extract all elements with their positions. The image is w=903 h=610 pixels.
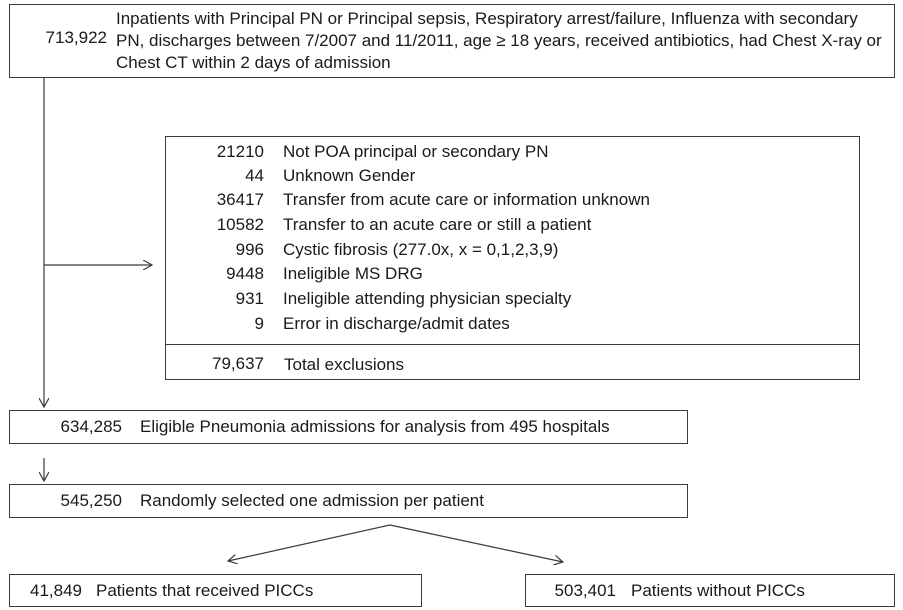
selected-admissions-count: 545,250	[60, 491, 122, 510]
picc-patients-count: 41,849	[30, 581, 82, 600]
eligible-admissions-count: 634,285	[60, 417, 122, 436]
exclusion-label: Error in discharge/admit dates	[283, 314, 510, 333]
exclusion-count: 44	[245, 166, 264, 185]
split-right-arrow	[390, 525, 563, 562]
exclusion-count: 996	[235, 240, 264, 259]
initial-population-count: 713,922	[45, 28, 107, 47]
exclusion-row	[166, 166, 856, 189]
picc-patients-box	[9, 574, 422, 607]
exclusion-count: 9	[254, 314, 264, 333]
selected-admissions-label: Randomly selected one admission per patient	[140, 491, 484, 510]
exclusion-row	[166, 314, 856, 337]
exclusion-row	[166, 240, 856, 263]
initial-population-description: Inpatients with Principal PN or Principal sepsis, Respiratory arrest/failure, Influenza with secondary PN, discharges between 7/2007 and 11/2011, age ≥ 18 years, received antibiotics, had Chest X-ray or Chest CT within 2 days of admission	[116, 9, 882, 72]
exclusion-label: Unknown Gender	[283, 166, 416, 185]
no-picc-patients-count: 503,401	[554, 581, 616, 600]
exclusion-count: 9448	[226, 264, 264, 283]
exclusion-label: Not POA principal or secondary PN	[283, 142, 549, 161]
exclusion-count: 10582	[216, 215, 264, 234]
exclusions-total-count: 79,637	[212, 354, 264, 373]
no-picc-patients-label: Patients without PICCs	[631, 581, 805, 600]
eligible-admissions-label: Eligible Pneumonia admissions for analysis from 495 hospitals	[140, 417, 610, 436]
exclusion-label: Cystic fibrosis (277.0x, x = 0,1,2,3,9)	[283, 240, 559, 259]
exclusion-count: 21210	[216, 142, 264, 161]
selected-admissions-box	[9, 484, 688, 518]
exclusion-row	[166, 142, 856, 165]
split-left-arrow	[228, 525, 390, 561]
exclusions-box	[165, 136, 860, 380]
eligible-admissions-box	[9, 410, 688, 444]
no-picc-patients-box	[525, 574, 895, 607]
exclusion-count: 931	[235, 289, 264, 308]
exclusion-label: Ineligible MS DRG	[283, 264, 423, 283]
initial-population-box	[9, 4, 895, 78]
exclusion-row	[166, 215, 856, 238]
exclusion-label: Transfer from acute care or information unknown	[283, 190, 650, 209]
exclusions-total-label: Total exclusions	[284, 355, 405, 374]
exclusion-label: Transfer to an acute care or still a patient	[283, 215, 592, 234]
picc-patients-label: Patients that received PICCs	[96, 581, 314, 600]
exclusions-divider	[166, 344, 859, 345]
exclusion-row	[166, 264, 856, 287]
exclusion-row	[166, 289, 856, 312]
exclusion-count: 36417	[216, 190, 264, 209]
exclusion-row	[166, 190, 856, 213]
exclusion-label: Ineligible attending physician specialty	[283, 289, 572, 308]
